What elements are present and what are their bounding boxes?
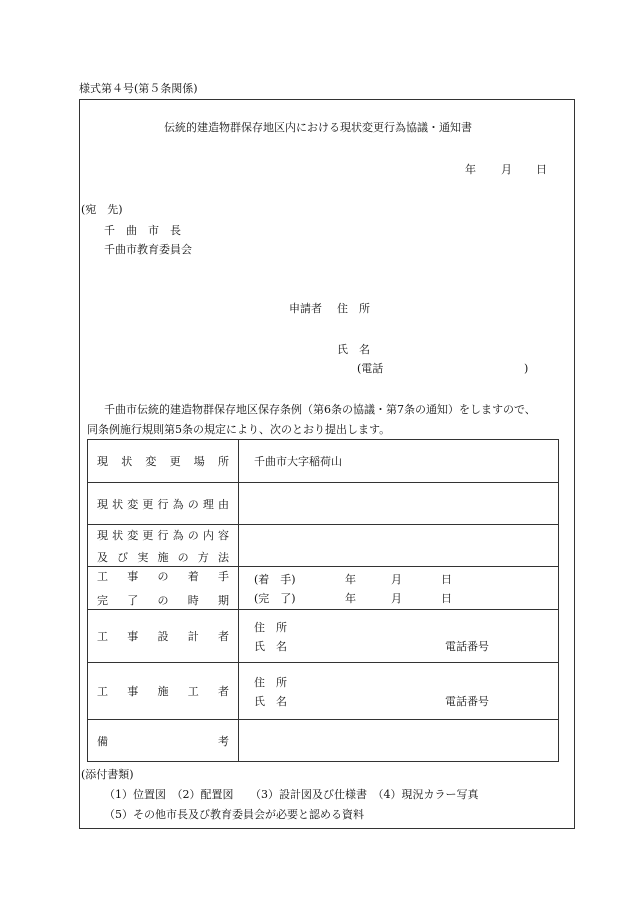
value-location: 千曲市大字稲荷山 <box>239 440 559 483</box>
row-schedule <box>88 567 559 610</box>
applicant-label: 申請者 <box>289 302 322 315</box>
date-month: 月 <box>501 163 512 176</box>
designer-phone-label: 電話番号 <box>445 639 489 653</box>
label-remarks: 備 考 <box>97 734 229 748</box>
label-content-1: 現 状 変 更 行 為 の 内 容 <box>97 528 229 542</box>
label-contractor: 工 事 施 工 者 <box>97 685 229 698</box>
date-year: 年 <box>465 163 476 176</box>
value-contractor: 住 所 氏 名 電話番号 <box>239 663 559 720</box>
label-schedule-1: 工 事 の 着 手 <box>97 570 229 583</box>
row-location <box>88 440 559 483</box>
row-designer <box>88 610 559 663</box>
attachments-line2: （5）その他市長及び教育委員会が必要と認める資料 <box>104 808 364 821</box>
label-schedule-2: 完 了 の 時 期 <box>97 594 229 607</box>
label-content-2: 及 び 実 施 の 方 法 <box>97 550 229 564</box>
label-reason: 現 状 変 更 行 為 の 理 由 <box>97 497 229 511</box>
application-table <box>87 439 559 762</box>
date-day: 日 <box>536 163 547 176</box>
addressee-mayor: 千 曲 市 長 <box>104 224 181 237</box>
value-remarks <box>239 720 559 762</box>
form-number: 様式第４号(第５条関係) <box>79 82 198 95</box>
body-text-line2: 同条例施行規則第5条の規定により、次のとおり提出します。 <box>87 423 391 436</box>
applicant-phone-open: (電話 <box>357 362 384 375</box>
addressee-board: 千曲市教育委員会 <box>104 243 192 256</box>
value-schedule <box>239 567 559 610</box>
row-content <box>88 525 559 567</box>
addressee-label: (宛 先) <box>81 203 123 216</box>
attachments-label: (添付書類) <box>81 768 134 781</box>
document-title: 伝統的建造物群保存地区内における現状変更行為協議・通知書 <box>164 121 472 134</box>
contractor-phone-label: 電話番号 <box>445 694 489 708</box>
applicant-phone-close: ) <box>524 362 529 375</box>
value-reason <box>239 483 559 525</box>
row-remarks <box>88 720 559 762</box>
applicant-name-label: 氏 名 <box>337 343 370 356</box>
row-reason <box>88 483 559 525</box>
schedule-end-line: (完 了) 年 月 日 <box>254 591 452 605</box>
body-text-line1: 千曲市伝統的建造物群保存地区保存条例（第6条の協議・第7条の通知）をしますので、 <box>104 403 536 416</box>
value-designer: 住 所 氏 名 電話番号 <box>239 610 559 663</box>
value-content <box>239 525 559 567</box>
applicant-address-label: 住 所 <box>337 302 370 315</box>
attachments-line1: （1）位置図 （2）配置図 （3）設計図及び仕様書 （4）現況カラー写真 <box>104 788 479 801</box>
label-location: 現 状 変 更 場 所 <box>97 455 229 468</box>
schedule-start-line: (着 手) 年 月 日 <box>254 572 452 586</box>
row-contractor <box>88 663 559 720</box>
label-designer: 工 事 設 計 者 <box>97 630 229 643</box>
